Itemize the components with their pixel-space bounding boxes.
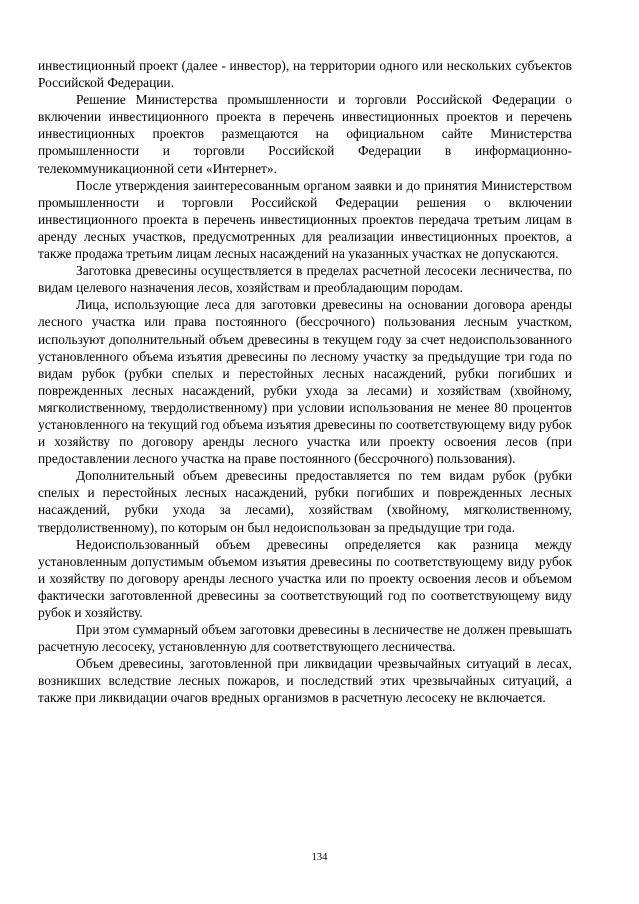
- paragraph: Лица, использующие леса для заготовки древесины на основании договора аренды лесного участка или права постоянного (бессрочного) пользования лесным участком, используют дополнительный объем древесины в текущем году за счет недоиспользованного установленного объема изъятия древесины по лесному участку за предыдущие три года по видам рубок (рубки спелых и перестойных лесных насаждений, рубки погибших и поврежденных лесных насаждений, рубки ухода за лесами) и хозяйствам (хвойному, мягколиственному, твердолиственному) при условии использования не менее 80 процентов установленного на текущий год объема изъятия древесины по соответствующему виду рубок и хозяйству по договору аренды лесного участка или проекту освоения лесов (при предоставлении лесного участка на праве постоянного (бессрочного) пользования).: [38, 297, 572, 467]
- paragraph: При этом суммарный объем заготовки древесины в лесничестве не должен превышать расчетную лесосеку, установленную для соответствующего лесничества.: [38, 622, 572, 655]
- paragraph: Дополнительный объем древесины предоставляется по тем видам рубок (рубки спелых и перестойных лесных насаждений, рубки погибших и поврежденных лесных насаждений, рубки ухода за лесами), хозяйствам (хвойному, мягколиственному, твердолиственному), по которым он был недоиспользован за предыдущие три года.: [38, 468, 572, 535]
- paragraph: Объем древесины, заготовленной при ликвидации чрезвычайных ситуаций в лесах, возникших вследствие лесных пожаров, и последствий этих чрезвычайных ситуаций, а также при ликвидации очагов вредных организмов в расчетную лесосеку не включается.: [38, 656, 572, 706]
- body-text: [38, 57, 572, 707]
- paragraph: Недоиспользованный объем древесины определяется как разница между установленным допустимым объемом изъятия древесины по соответствующему виду рубок и хозяйству по договору аренды лесного участка или по проекту освоения лесов и объемом фактически заготовленной древесины за соответствующий год по соответствующему виду рубок и хозяйству.: [38, 536, 572, 620]
- paragraph: После утверждения заинтересованным органом заявки и до принятия Министерством промышленности и торговли Российской Федерации решения о включении инвестиционного проекта в перечень инвестиционных проектов передача третьим лицам в аренду лесных участков, предусмотренных для реализации инвестиционных проектов, а также продажа третьим лицам лесных насаждений на указанных участках не допускаются.: [38, 177, 572, 262]
- paragraph-continuation: инвестиционный проект (далее - инвестор), на территории одного или нескольких субъектов Российской Федерации.: [38, 58, 572, 91]
- page-number: 134: [311, 852, 328, 863]
- paragraph: Заготовка древесины осуществляется в пределах расчетной лесосеки лесничества, по видам целевого назначения лесов, хозяйствам и преобладающим породам.: [38, 263, 572, 296]
- paragraph: Решение Министерства промышленности и торговли Российской Федерации о включении инвестиционного проекта в перечень инвестиционных проектов и перечень инвестиционных проектов размещаются на официальном сайте Министерства промышленности и торговли Российской Федерации в информационно-телекоммуникационной сети «Интернет».: [38, 92, 572, 176]
